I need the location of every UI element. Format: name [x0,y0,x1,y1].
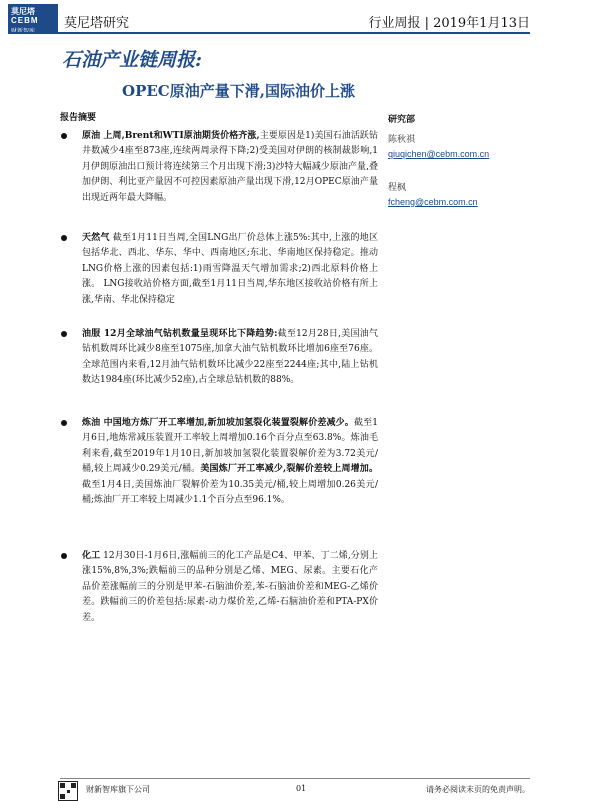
analyst-email-link[interactable]: qiuqichen@cebm.com.cn [388,149,490,159]
summary-item-lead: 天然气 [82,233,110,243]
summary-item-lead: 炼油 中国地方炼厂开工率增加,新加坡加氢裂化装置裂解价差减少。 [82,418,354,428]
bullet-icon [61,420,67,426]
logo-line1: 莫尼塔 [11,7,35,16]
summary-item-body: 主要原因是1)美国石油活跃钻井数减少4座至873座,连续两周录得下降;2)受美国对伊朗的核制裁影响,1月伊朗原油出口预计将连续第三个月出现下滑;3)沙特大幅减少原油产量,叠加伊朗、利比亚产量因不可控因素原油产量出现下滑,12月OPEC原油产量出现近两年最大降幅。 [82,131,378,203]
bullet-icon [61,553,67,559]
bullet-icon [61,133,67,139]
bullet-icon [61,331,67,337]
analyst-1 [388,132,489,159]
footer-divider [60,778,530,779]
header-divider [8,32,530,34]
summary-heading: 报告摘要 [60,113,97,123]
summary-item-lead: 原油 上周,Brent和WTI原油期货价格齐涨, [82,131,260,141]
qr-code-icon [58,781,78,801]
footer-company: 财新智库旗下公司 [86,785,150,794]
summary-item-body: 截至1月11日当周,全国LNG出厂价总体上涨5%:其中,上涨的地区包括华北、西北、华东、华中、西南地区;东北、华南地区保持稳定。推动LNG价格上涨的因素包括:1)雨雪降温天气增加需求;2)西北原料价格上涨。 LNG接收站价格方面,截至1月11日当周,华东地区接收站价格有所上涨,华南、华北保持稳定 [82,233,378,305]
summary-item-body: 截至12月28日,美国油气钻机数周环比减少8座至1075座,加拿大油气钻机数环比增加6座至76座。全球范围内来看,12月油气钻机数环比减少22座至2244座;其中,陆上钻机数达1984座(环比减少52座),占全球总钻机数的88%。 [82,329,379,386]
research-heading: 研究部 [388,115,416,125]
summary-item-body: 12月30日-1月6日,涨幅前三的化工产品是C4、甲苯、丁二烯,分别上涨15%,8%,3%;跌幅前三的品种分别是乙烯、MEG、尿素。主要石化产品价差涨幅前三的分别是甲苯-石脑油价差,苯-石脑油价差和MEG-乙烯价差。跌幅前三的价差包括:尿素-动力煤价差,乙烯-石脑油价差和PTA-PX价差。 [82,551,378,623]
summary-item-lead: 油服 12月全球油气钻机数量呈现环比下降趋势: [82,329,278,339]
company-logo [8,4,58,34]
page-number: 01 [296,784,307,793]
analyst-name: 程枫 [388,183,407,193]
summary-item-text [82,129,378,206]
logo-line2: CEBM [11,16,39,25]
analyst-email-link[interactable]: fcheng@cebm.com.cn [388,197,478,207]
analyst-name: 陈秋祺 [388,135,416,145]
bullet-icon [61,235,67,241]
summary-item-lead: 化工 [82,551,101,561]
brand-name: 莫尼塔研究 [64,16,130,31]
report-subtitle: OPEC原油产量下滑,国际油价上涨 [122,82,355,100]
summary-item-body2: 截至1月4日,美国炼油厂裂解价差为10.35美元/桶,较上周增加0.26美元/桶;炼油厂开工率较上周减少1.1个百分点至96.1%。 [82,479,378,506]
summary-item-text [82,327,378,389]
summary-item-text [82,416,378,508]
summary-item-body: 截至1月6日,地炼常减压装置开工率较上周增加0.16个百分点至63.8%。炼油毛利来看,截至2019年1月10日,新加坡加氢裂化装置裂解价差为3.72美元/桶,较上周减少0.29美元/桶。 [82,418,378,475]
summary-item-text [82,549,378,626]
footer-disclaimer: 请务必阅读末页的免责声明。 [426,785,530,794]
report-type-date: 行业周报 | 2019年1月13日 [368,16,530,31]
report-title: 石油产业链周报: [62,49,203,71]
summary-item-lead2: 美国炼厂开工率减少,裂解价差较上周增加。 [200,464,378,475]
summary-item-text [82,231,378,308]
analyst-2 [388,180,478,207]
